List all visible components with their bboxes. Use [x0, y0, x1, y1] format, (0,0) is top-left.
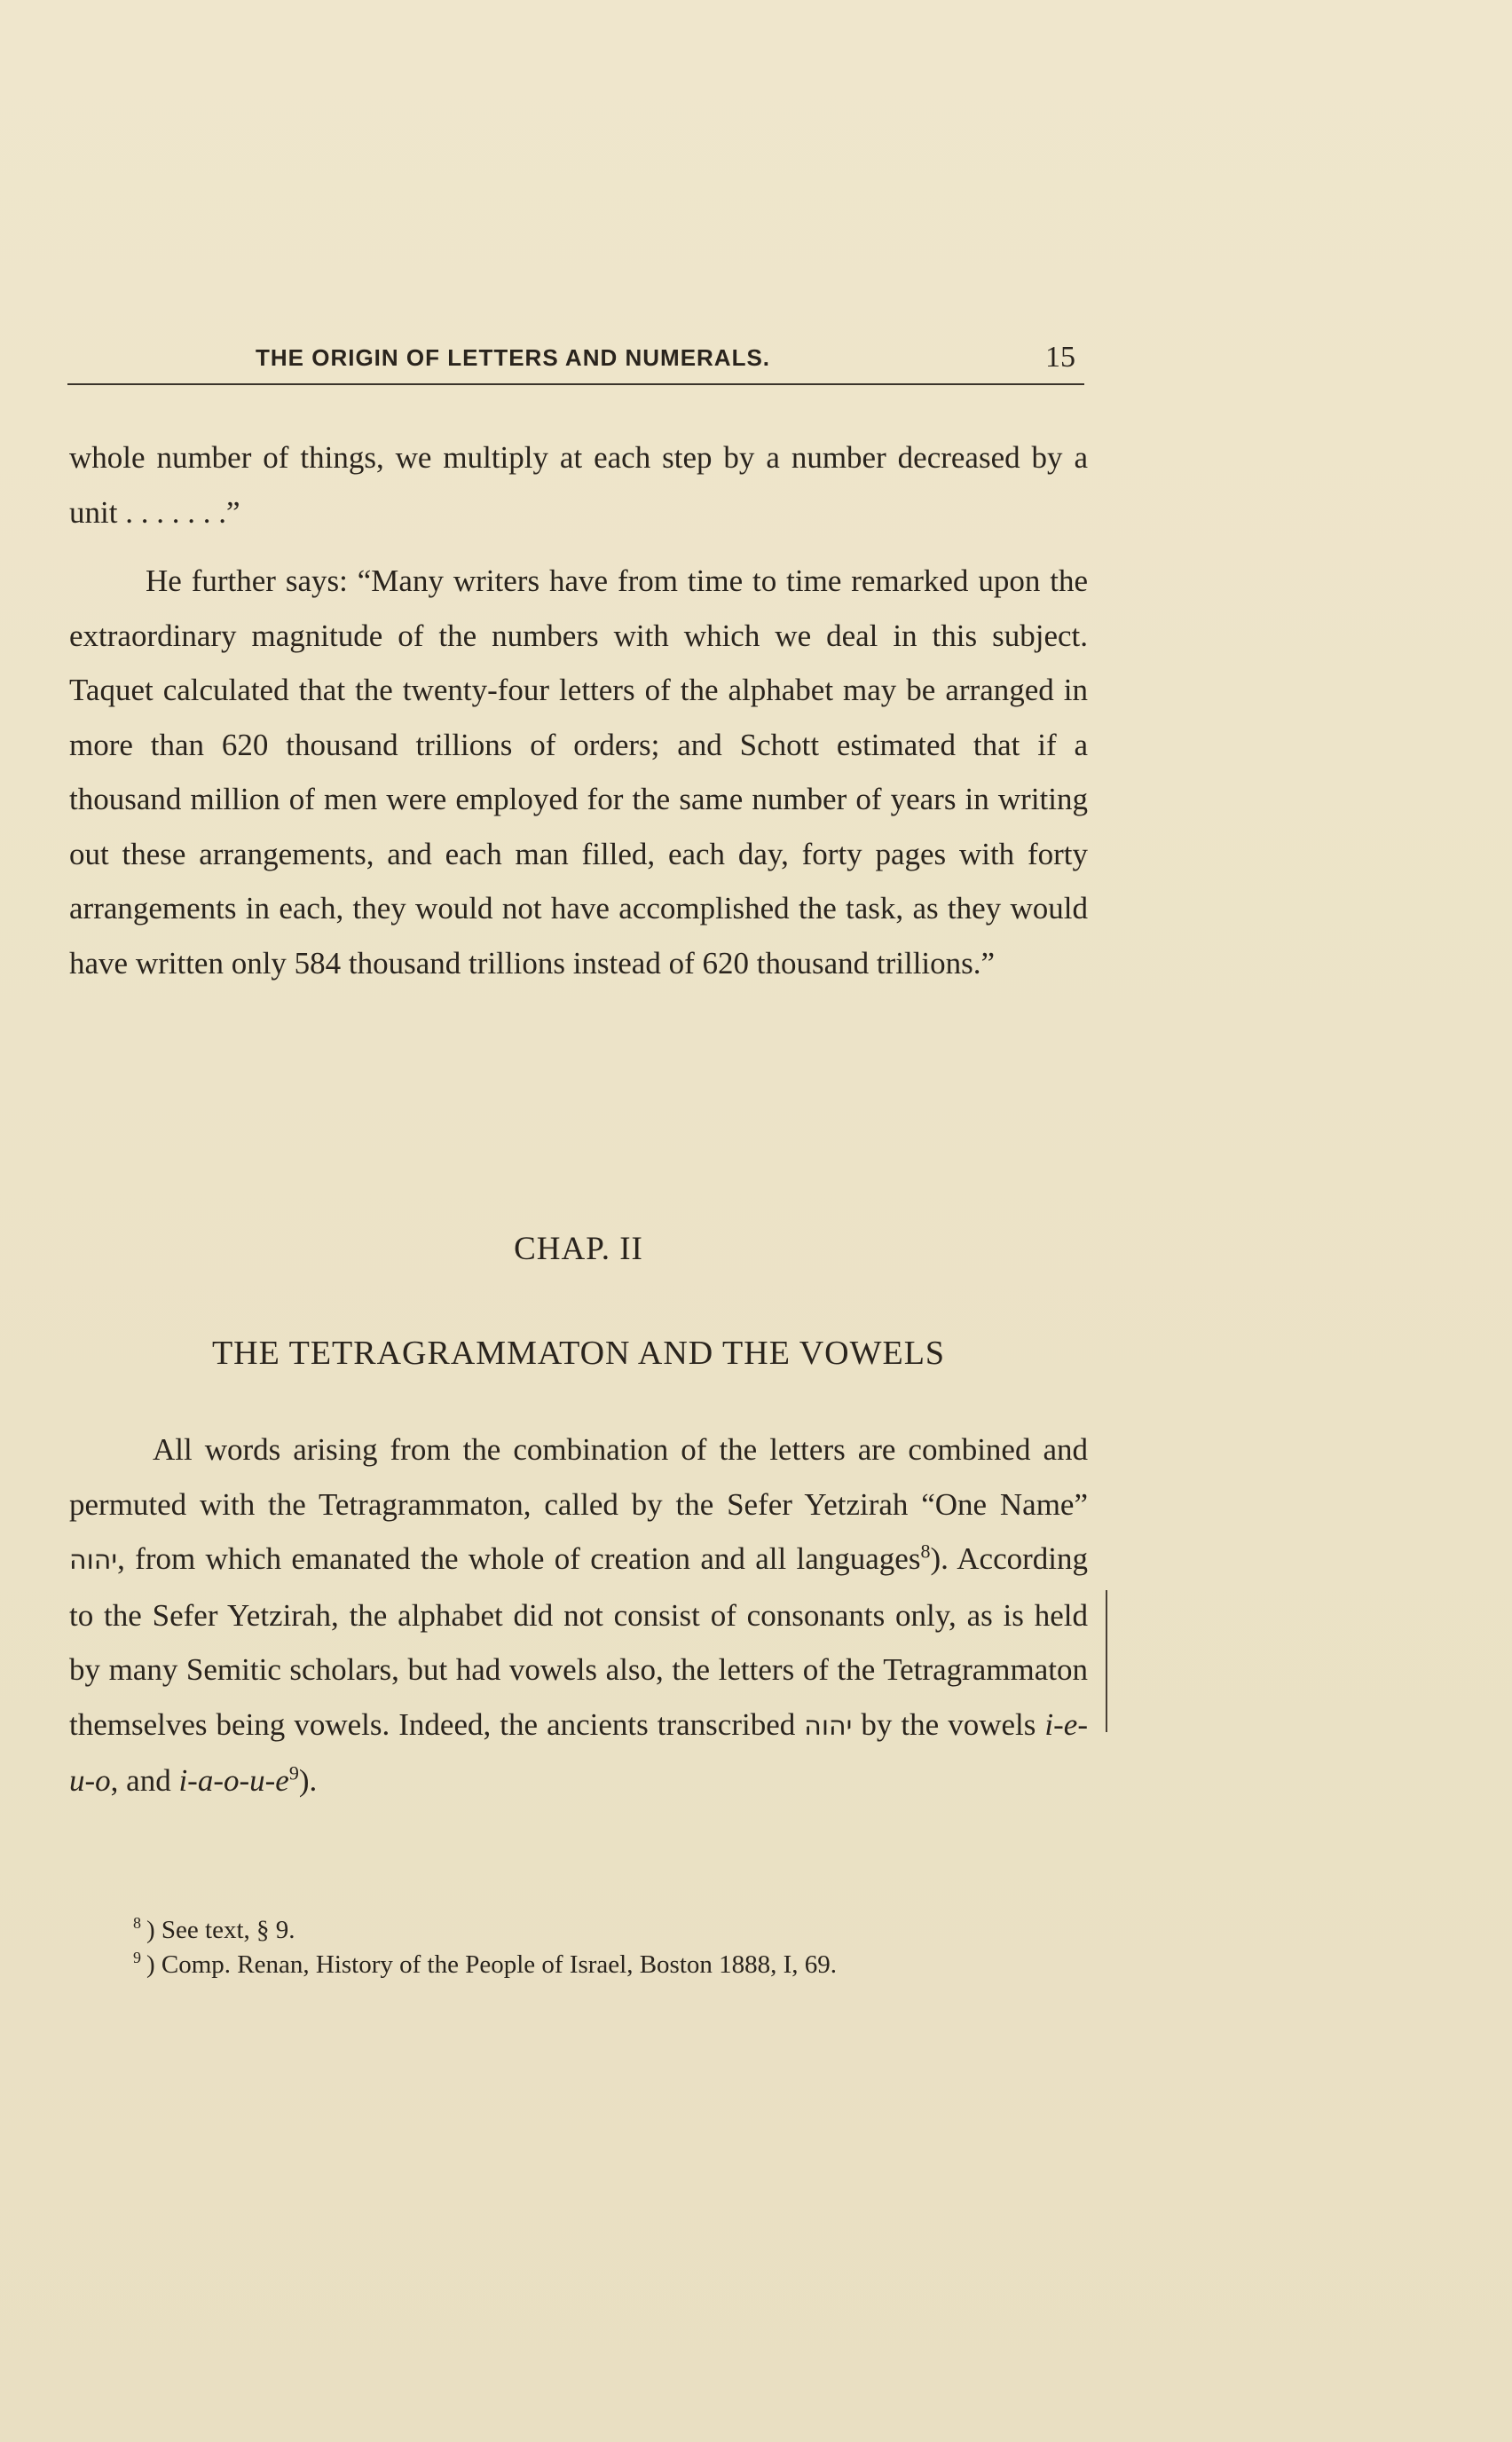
paragraph-quote: He further says: “Many writers have from time to time remarked upon the extraordinary magnitude of the numbers with which we deal in this subject. Taquet calculated that the twenty-four letters of the alphabet may be arranged in more than 620 thousand trillions of orders; and Schott estimated that if a thousand million of men were employed for the same number of years in writing out these arrangements, and each man filled, each day, forty pages with forty arrangements in each, they would not have accomplished the task, as they would have written only 584 thousand trillions instead of 620 thousand trillions.” — [69, 563, 1088, 981]
footnote-8 — [133, 1913, 1091, 1948]
text-run: , from which emanated the whole of creation and all languages — [117, 1541, 921, 1576]
footnote-9 — [133, 1948, 1091, 1982]
vowel-transcription: i-e-u-o — [69, 1706, 1088, 1798]
hebrew-word: יהוה — [804, 1710, 853, 1742]
chapter-title: THE TETRAGRAMMATON AND THE VOWELS — [211, 1335, 946, 1372]
text-run: All words arising from the combination of the letters are combined and permuted with the Tetragrammaton, called by the Sefer Yetzirah “One Name” — [69, 1432, 1088, 1522]
paragraph-tetragrammaton — [69, 1422, 1088, 1808]
footnotes — [133, 1913, 1091, 1982]
footnote-mark: 8 — [133, 1914, 141, 1933]
chapter-label: CHAP. II — [514, 1231, 643, 1267]
footnote-text: ) See text, § 9. — [146, 1916, 295, 1944]
footnote-reference: 9 — [288, 1761, 299, 1784]
text-run: ). According to the Sefer Yetzirah, the alphabet did not consist of consonants only, as is held by many Semitic scholars, but had vowels also, the letters of the Tetragrammaton themselves being vowels. Indeed, the ancients transcribed — [69, 1541, 1089, 1742]
margin-bracket — [1097, 1590, 1107, 1732]
footnote-mark: 9 — [133, 1949, 141, 1967]
text-run: , and — [110, 1763, 179, 1798]
running-head: THE ORIGIN OF LETTERS AND NUMERALS. — [256, 344, 771, 371]
paragraph-continuation: whole number of things, we multiply at each step by a number decreased by a unit . . . . . . .” — [69, 440, 1088, 530]
text-run: by the vowels — [852, 1706, 1045, 1742]
page-number: 15 — [1045, 341, 1075, 374]
hebrew-word: יהוה — [69, 1545, 118, 1576]
footnote-reference: 8 — [920, 1540, 931, 1563]
page-header — [67, 337, 1084, 385]
text-run: ). — [298, 1763, 318, 1798]
vowel-transcription: i-a-o-u-e — [178, 1763, 289, 1798]
footnote-text: ) Comp. Renan, History of the People of Israel, Boston 1888, I, 69. — [146, 1950, 838, 1979]
